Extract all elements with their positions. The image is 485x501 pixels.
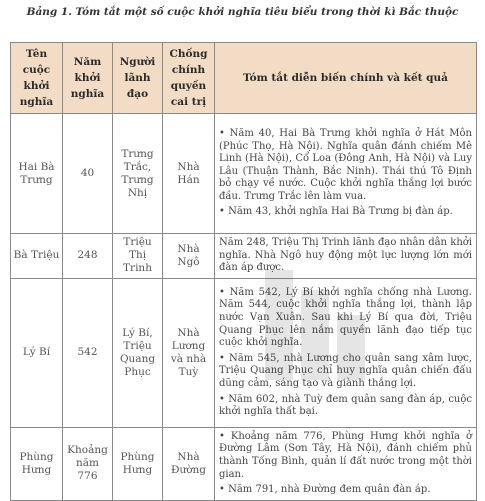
- uprising-name: Lý Bí: [11, 278, 63, 427]
- uprising-name: Hai Bà Trưng: [11, 114, 63, 234]
- uprising-name: Phùng Hưng: [11, 427, 63, 500]
- uprising-summary: [215, 234, 477, 279]
- header-row: [11, 43, 477, 114]
- table-row: [11, 278, 477, 427]
- summary-item: • Năm 791, nhà Đường đem quân đàn áp.: [219, 484, 431, 496]
- uprising-year: 542: [63, 278, 113, 427]
- uprising-year: 248: [63, 234, 113, 279]
- summary-item: Năm 248, Triệu Thị Trinh lãnh đạo nhân dân khởi nghĩa. Nhà Ngô huy động một lực lượng lớn mới đàn áp được.: [219, 237, 472, 274]
- uprising-year: Khoảng năm 776: [63, 427, 113, 500]
- uprising-ruler: Nhà Lương và nhà Tuỳ: [163, 278, 215, 427]
- uprising-summary: [215, 427, 477, 500]
- uprising-leader: Trưng Trắc, Trưng Nhị: [113, 114, 163, 234]
- uprising-leader: Triệu Thị Trinh: [113, 234, 163, 279]
- uprising-leader: Phùng Hưng: [113, 427, 163, 500]
- header-year: Năm khởi nghĩa: [63, 43, 113, 114]
- uprising-summary: [215, 114, 477, 234]
- header-leader: Người lãnh đạo: [113, 43, 163, 114]
- uprising-summary: [215, 278, 477, 427]
- summary-item: • Năm 602, nhà Tuỳ đem quân sang đàn áp, cuộc khởi nghĩa thất bại.: [219, 393, 472, 418]
- table-row: [11, 234, 477, 279]
- uprisings-table: [10, 42, 477, 501]
- uprising-ruler: Nhà Ngô: [163, 234, 215, 279]
- summary-item: • Năm 43, khởi nghĩa Hai Bà Trưng bị đàn áp.: [219, 206, 453, 218]
- header-summary: Tóm tắt diễn biến chính và kết quả: [215, 43, 477, 114]
- uprising-leader: Lý Bí, Triệu Quang Phục: [113, 278, 163, 427]
- header-name: Tên cuộc khởi nghĩa: [11, 43, 63, 114]
- header-ruler: Chống chính quyền cai trị: [163, 43, 215, 114]
- uprising-ruler: Nhà Hán: [163, 114, 215, 234]
- uprising-year: 40: [63, 114, 113, 234]
- table-row: [11, 114, 477, 234]
- summary-item: • Năm 40, Hai Bà Trưng khởi nghĩa ở Hát Môn (Phúc Thọ, Hà Nội). Nghĩa quân đánh chiếm Mê Linh (Hà Nội), Cổ Loa (Đông Anh, Hà Nội) và Luy Lâu (Thuận Thành, Bắc Ninh). Thái thú Tô Định bỏ chạy về nước. Cuộc khởi nghĩa thắng lợi bước đầu. Trưng Trắc lên làm vua.: [219, 127, 472, 202]
- uprising-name: Bà Triệu: [11, 234, 63, 279]
- table-row: [11, 427, 477, 500]
- summary-item: • Năm 545, nhà Lương cho quân sang xâm lược, Triệu Quang Phục chỉ huy nghĩa quân chiến đấu dũng cảm, sáng tạo và giành thắng lợi.: [219, 352, 472, 389]
- table-caption: Bảng 1. Tóm tắt một số cuộc khởi nghĩa tiêu biểu trong thời kì Bắc thuộc: [26, 6, 459, 18]
- summary-item: • Năm 542, Lý Bí khởi nghĩa chống nhà Lương. Năm 544, cuộc khởi nghĩa thắng lợi, thành lập nước Vạn Xuân. Sau khi Lý Bí qua đời, Triệu Quang Phục lên nắm quyền lãnh đạo tiếp tục cuộc khởi nghĩa.: [219, 286, 472, 349]
- summary-item: • Khoảng năm 776, Phùng Hưng khởi nghĩa ở Đường Lâm (Sơn Tây, Hà Nội), đánh chiếm phủ thành Tống Bình, quản lí đất nước trong một thời gian.: [219, 430, 472, 480]
- uprising-ruler: Nhà Đường: [163, 427, 215, 500]
